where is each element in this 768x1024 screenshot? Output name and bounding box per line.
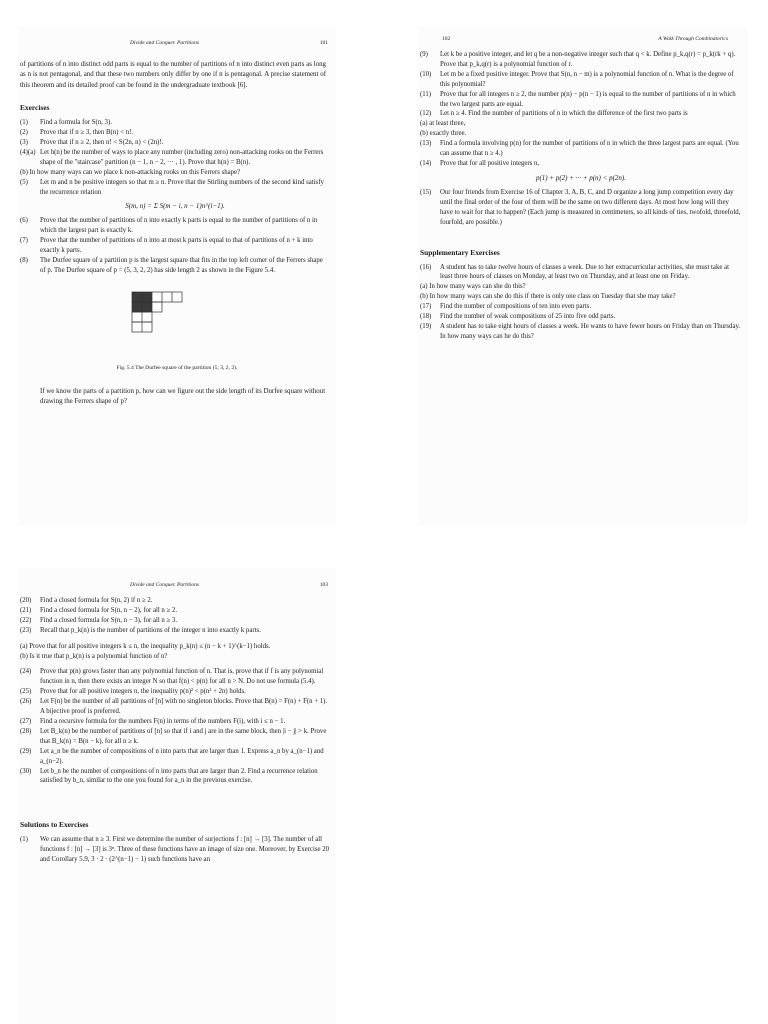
solution-text: We can assume that n ≥ 3. First we determine the number of surjections f : [n] → [3]. The number of all functions f : [n] → [3] is 3ⁿ. Three of these functions have an image of size one. Moreover, by Exercise 20 and Corollary 5.9, 3 · 2 · (2^(n−1) − 1) such functions have an — [40, 836, 330, 864]
exercise-list — [418, 50, 748, 228]
exercise-number: (20) — [20, 597, 32, 604]
exercise-subitem: (b) In how many ways can she do this if there is only one class on Tuesday that she may take? — [420, 293, 676, 301]
exercise-item — [20, 118, 330, 128]
running-header — [18, 26, 336, 46]
exercise-item — [20, 216, 330, 236]
exercise-text: Let F(n) be the number of all partitions of [n] with no singleton blocks. Prove that B(n) = F(n) + F(n + 1). A bijective proof is preferred. — [40, 698, 328, 716]
formula-row — [420, 173, 742, 184]
exercise-number: (8) — [20, 257, 28, 265]
exercise-number: (14) — [420, 159, 432, 167]
running-header — [418, 26, 748, 42]
exercise-text: A student has to take twelve hours of classes a week. Due to her extracurricular activities, she must take at least three hours of classes on Monday, at least two on Thursday, and at least one on Friday. — [440, 263, 729, 281]
page-103 — [18, 568, 336, 1024]
exercise-item — [420, 322, 742, 342]
exercise-number: (17) — [420, 303, 432, 311]
exercise-item — [20, 236, 330, 256]
exercise-text: Let k be a positive integer, and let q be a non-negative integer such that q < k. Define p_k,q(r) = p_k(rk + q). Prove that p_k,q(r) is a polynomial function of r. — [440, 51, 736, 68]
exercise-item — [20, 128, 330, 138]
exercise-item — [420, 263, 742, 283]
exercise-number: (7) — [20, 237, 28, 245]
exercise-list — [18, 118, 336, 276]
exercise-text: Let a_n be the number of compositions of n into parts that are larger than 1. Express a_n by a_(n−1) and a_(n−2). — [40, 747, 324, 765]
exercise-text: Prove that for all positive integers n, the inequality p(n)² < p(n² + 2n) holds. — [40, 688, 246, 696]
exercise-text: Prove that the number of partitions of n into exactly k parts is equal to the number of partitions of n in which the largest part is exactly k. — [40, 217, 318, 235]
exercise-text: In how many ways can we place k non-attacking rooks on this Ferrers shape? — [29, 168, 241, 176]
exercise-list — [18, 596, 336, 786]
exercise-number: (10) — [420, 70, 432, 78]
exercise-text: Prove that p(n) grows faster than any polynomial function of n. That is, prove that if f is any polynomial function in n, then there exists an integer N so that f(n) < p(n) for all n > N. Do not use formula (5.4). — [40, 668, 324, 686]
exercise-item — [420, 139, 742, 159]
solution-list — [18, 835, 336, 865]
exercise-text: Let B_k(n) be the number of partitions of [n] so that if i and j are in the same block, then |i − j| > k. Prove that B_k(n) = B(n − k), for all n ≥ k. — [40, 727, 327, 745]
page-102 — [418, 26, 748, 526]
exercise-item — [20, 697, 330, 717]
section-title: Solutions to Exercises — [20, 820, 89, 830]
exercise-number: (18) — [420, 313, 432, 321]
exercise-number: (26) — [20, 698, 32, 706]
exercise-number: (25) — [20, 688, 32, 696]
page-101 — [18, 26, 336, 526]
page-number: 102 — [442, 36, 451, 42]
exercise-number: (16) — [420, 263, 432, 271]
exercise-text: Recall that p_k(n) is the number of partitions of the integer n into exactly k parts. — [40, 626, 261, 634]
exercise-subitem: (a) at least three, — [420, 120, 466, 128]
exercise-item — [20, 717, 330, 727]
exercise-text: Find a formula for S(n, 3). — [40, 119, 112, 127]
section-title: Supplementary Exercises — [420, 247, 500, 257]
exercise-number: (b) — [20, 168, 28, 176]
recurrence-formula: S(m, n) = Σ S(m − i, n − 1)n^(i−1). — [125, 202, 225, 211]
durfee-figure — [130, 290, 336, 347]
exercise-item — [420, 90, 742, 110]
running-header — [18, 568, 336, 588]
exercise-number: (12) — [420, 110, 432, 118]
exercise-item — [20, 606, 330, 616]
exercise-text: Find a closed formula for S(n, 2) if n ≥ 2. — [40, 597, 153, 604]
exercise-item — [420, 50, 742, 70]
section-title: Exercises — [20, 103, 50, 113]
exercise-item — [20, 767, 330, 787]
solution-item — [20, 835, 330, 865]
exercise-text: Prove that for all integers n ≥ 2, the number p(n) − p(n − 1) is equal to the number of partitions of n in which the two largest parts are equal. — [440, 90, 736, 108]
exercise-number: (29) — [20, 747, 32, 755]
exercise-number: (27) — [20, 717, 32, 725]
exercise-text: Prove that if n ≥ 2, then n! < S(2n, n) < (2n)!. — [40, 139, 164, 147]
intro-paragraph: of partitions of n into distinct odd parts is equal to the number of partitions of n into distinct even parts as long as n is not pentagonal, and that these two numbers only differ by one if n is pentagonal. A precise statement of this theorem and its detailed proof can be found in the undergraduate textbook [6]. — [20, 61, 326, 89]
header-title: A Walk Through Combinatorics — [658, 36, 728, 42]
exercise-text: Prove that if n ≥ 3, then B(n) < n!. — [40, 129, 134, 137]
exercise-number: (21) — [20, 606, 32, 614]
exercise-text: Prove that the number of partitions of n into at most k parts is equal to that of partitions of n + k into exactly k parts. — [40, 237, 313, 255]
exercise-item — [420, 70, 742, 90]
exercise-text: Prove that for all positive integers n, — [440, 159, 540, 167]
exercise-item — [20, 256, 330, 276]
exercise-number: (19) — [420, 322, 432, 330]
header-title: Divide and Conquer. Partitions — [130, 582, 200, 588]
page-number: 103 — [319, 582, 328, 588]
exercise-item — [20, 596, 330, 606]
exercise-text: Find the number of compositions of ten into even parts. — [440, 303, 592, 311]
exercise-number: (30) — [20, 767, 32, 775]
solution-number: (1) — [20, 836, 28, 844]
exercise-item — [20, 727, 330, 747]
exercise-item — [20, 138, 330, 148]
exercise-number: (22) — [20, 616, 32, 624]
exercise-number: (11) — [420, 90, 432, 98]
exercise-subitem: (b) Is it true that p_k(n) is a polynomial function of n? — [20, 652, 168, 660]
exercise-item — [420, 312, 742, 322]
exercise-item — [20, 148, 330, 168]
exercise-text: Find a formula involving p(n) for the number of partitions of n in which the three largest parts are equal. (You can assume that n ≥ 4.) — [440, 140, 739, 158]
exercise-text: Let m and n be positive integers so that m ≥ n. Prove that the Stirling numbers of the second kind satisfy the recurrence relation — [40, 178, 324, 196]
exercise-number: (4)(a) — [20, 148, 36, 156]
exercise-item — [20, 747, 330, 767]
exercise-item — [420, 109, 742, 119]
exercise-number: (1) — [20, 119, 28, 127]
exercise-number: (13) — [420, 140, 432, 148]
exercise-text: The Durfee square of a partition p is the largest square that fits in the top left corner of the Ferrers shape of p. The Durfee square of p = (5, 3, 2, 2) has side length 2 as shown in the Figure 5.4. — [40, 257, 323, 274]
exercise-item — [20, 687, 330, 697]
exercise-number: (28) — [20, 727, 32, 735]
exercise-text: Let n ≥ 4. Find the number of partitions of n in which the difference of the first two parts is — [440, 110, 688, 118]
exercise-number: (23) — [20, 626, 32, 634]
formula-row — [20, 201, 330, 212]
exercise-text: Find the number of weak compositions of 25 into five odd parts. — [440, 313, 616, 321]
exercise-text: Find a recursive formula for the numbers F(n) in terms of the numbers F(i), with i ≤ n − 1. — [40, 717, 286, 725]
figure-caption: Fig. 5.4 The Durfee square of the partition (5, 3, 2, 2). — [116, 364, 238, 371]
header-title: Divide and Conquer. Partitions — [130, 40, 200, 46]
exercise-subitem — [20, 168, 330, 178]
exercise-text: Let h(n) be the number of ways to place any number (including zero) non-attacking rooks on the Ferrers shape of the "staircase" partition (n − 1, n − 2, ··· , 1). Prove that h(n) = B(n). — [40, 148, 324, 166]
exercise-text: Let m be a fixed positive integer. Prove that S(n, n − m) is a polynomial function of n. What is the degree of this polynomial? — [440, 70, 734, 88]
exercise-item — [20, 626, 330, 636]
exercise-number: (9) — [420, 51, 428, 58]
exercise-number: (6) — [20, 217, 28, 225]
exercise-item — [20, 667, 330, 687]
exercise-number: (3) — [20, 139, 28, 147]
exercise-subitem: (b) exactly three. — [420, 130, 467, 138]
exercise-item — [420, 302, 742, 312]
exercise-item — [20, 178, 330, 198]
figure-followup: If we know the parts of a partition p, how can we figure out the side length of its Durfee square without drawing the Ferrers shape of p? — [40, 387, 326, 405]
exercise-item — [20, 616, 330, 626]
exercise-item — [420, 188, 742, 228]
exercise-number: (5) — [20, 178, 28, 186]
exercise-text: Let b_n be the number of compositions of n into parts that are larger than 2. Find a recurrence relation satisfied by b_n, similar to the one you found for a_n in the previous exercise. — [40, 767, 318, 785]
exercise-number: (2) — [20, 129, 28, 137]
exercise-number: (15) — [420, 188, 432, 196]
exercise-text: Find a closed formula for S(n, n − 2), for all n ≥ 2. — [40, 606, 178, 614]
inequality-formula: p(1) + p(2) + ··· + p(n) < p(2n). — [535, 173, 627, 182]
supplementary-list — [418, 263, 748, 342]
exercise-subitem: (a) Prove that for all positive integers k ≤ n, the inequality p_k(n) ≤ (n − k + 1)^(k−1) holds. — [20, 642, 271, 650]
ferrers-diagram — [130, 290, 220, 342]
exercise-subitem: (a) In how many ways can she do this? — [420, 283, 526, 291]
exercise-text: Our four friends from Exercise 16 of Chapter 3, A, B, C, and D organize a long jump competition every day until the final order of the four of them will be the same on two different days. At most how long will they have to wait for that to happen? (Each jump is measured in centimeters, so all kinds of ties, twofold, threefold, fourfold, are possible.) — [440, 188, 741, 226]
exercise-number: (24) — [20, 668, 32, 676]
page-number: 101 — [319, 40, 328, 46]
exercise-item — [420, 159, 742, 169]
exercise-text: Find a closed formula for S(n, n − 3), for all n ≥ 3. — [40, 616, 178, 624]
exercise-text: A student has to take eight hours of classes a week. He wants to have fewer hours on Friday than on Thursday. In how many ways can he do this? — [440, 322, 741, 340]
